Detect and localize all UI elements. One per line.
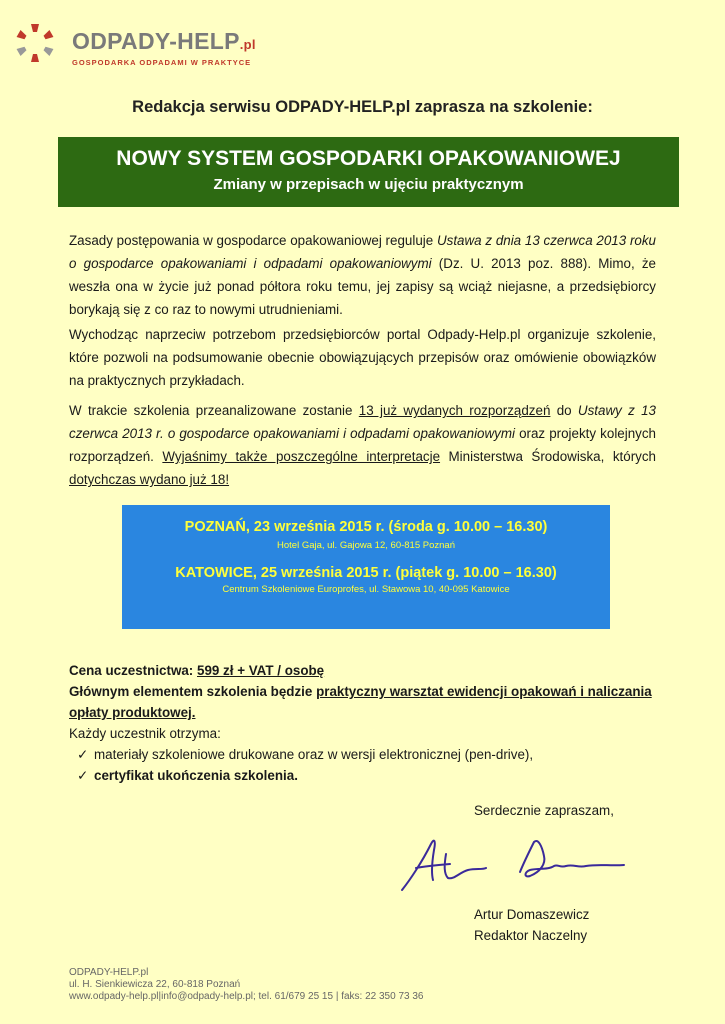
footer-company: ODPADY-HELP.pl [69, 967, 149, 978]
intro-heading: Redakcja serwisu ODPADY-HELP.pl zaprasza na szkolenie: [132, 98, 593, 116]
law-title: Ustawa z dnia 13 czerwca 2013 roku o gospodarce opakowaniami i odpadami opakowaniowymi [69, 233, 656, 271]
event-poznan-title: POZNAŃ, 23 września 2015 r. (środa g. 10.00 – 16.30) [184, 519, 548, 535]
paragraph-1: Zasady postępowania w gospodarce opakowaniowej reguluje Ustawa z dnia 13 czerwca 2013 roku o gospodarce opakowaniami i odpadami opakowaniowymi (Dz. U. 2013 poz. 888). Mimo, że weszła ona w życie już ponad półtora roku temu, jej zapisy są wciąż niejasne, a przedsiębiorcy borykają się z co raz to nowymi utrudnieniami. [69, 233, 656, 317]
logo-suffix: .pl [239, 37, 256, 52]
interpretations-count: dotychczas wydano już 18! [69, 472, 230, 487]
price-value: 599 zł + VAT / osobę [197, 663, 325, 678]
main-element-line: Głównym elementem szkolenia będzie praktyczny warsztat ewidencji opakowań i naliczania opłaty produktowej. [69, 684, 652, 720]
paragraph-2: Wychodząc naprzeciw potrzebom przedsiębiorców portal Odpady-Help.pl organizuje szkolenie, które pozwoli na podsumowanie obecnie obowiązujących przepisów oraz omówienie obowiązków na praktycznych przykładach. [69, 327, 656, 388]
title-banner [58, 137, 679, 207]
signature [398, 832, 633, 894]
signer-role: Redaktor Naczelny [474, 928, 588, 943]
checkmark-icon: ✓ [77, 768, 89, 783]
interpretations-note: Wyjaśnimy także poszczególne interpretacje [162, 449, 441, 464]
banner-title: NOWY SYSTEM GOSPODARKI OPAKOWANIOWEJ [116, 147, 621, 170]
regulations-count: 13 już wydanych rozporządzeń [358, 403, 551, 418]
event-katowice-title: KATOWICE, 25 września 2015 r. (piątek g. 10.00 – 16.30) [175, 565, 557, 581]
footer-address: ul. H. Sienkiewicza 22, 60-818 Poznań [69, 979, 241, 990]
signer-block [474, 904, 589, 946]
paragraph-3: W trakcie szkolenia przeanalizowane zostanie 13 już wydanych rozporządzeń do Ustawy z 13 czerwca 2013 r. o gospodarce opakowaniami i odpadami opakowaniowymi oraz projekty kolejnych rozporządzeń. Wyjaśnimy także poszczególne interpretacje Ministerstwa Środowiska, których dotychczas wydano już 18! [69, 403, 657, 487]
list-item: ✓ certyfikat ukończenia szkolenia. [69, 765, 669, 786]
logo-tagline: GOSPODARKA ODPADAMI W PRAKTYCE [72, 58, 252, 67]
law-reference: Ustawy z 13 czerwca 2013 r. o gospodarce opakowaniami i odpadami opakowaniowymi [69, 403, 656, 441]
logo [10, 18, 310, 70]
price-section [69, 660, 669, 786]
event-katowice-venue: Centrum Szkoleniowe Europrofes, ul. Stawowa 10, 40-095 Katowice [222, 584, 510, 595]
closing: Serdecznie zapraszam, [474, 803, 614, 818]
footer [69, 967, 423, 1003]
event-poznan-venue: Hotel Gaja, ul. Gajowa 12, 60-815 Poznań [277, 540, 455, 551]
workshop-name: praktyczny warsztat ewidencji opakowań i naliczania opłaty produktowej. [69, 684, 652, 720]
logo-icon [10, 18, 60, 68]
price-line: Cena uczestnictwa: 599 zł + VAT / osobę [69, 663, 325, 678]
events-box [122, 505, 610, 629]
footer-contact: www.odpady-help.pl|info@odpady-help.pl; tel. 61/679 25 15 | faks: 22 350 73 36 [69, 991, 424, 1002]
signer-name: Artur Domaszewicz [474, 907, 590, 922]
checkmark-icon: ✓ [77, 747, 89, 762]
banner-subtitle: Zmiany w przepisach w ujęciu praktycznym [213, 176, 524, 193]
list-item: ✓ materiały szkoleniowe drukowane oraz w wersji elektronicznej (pen-drive), [69, 744, 669, 765]
logo-name: ODPADY-HELP.pl [72, 28, 256, 54]
each-participant-label: Każdy uczestnik otrzyma: [69, 726, 221, 741]
